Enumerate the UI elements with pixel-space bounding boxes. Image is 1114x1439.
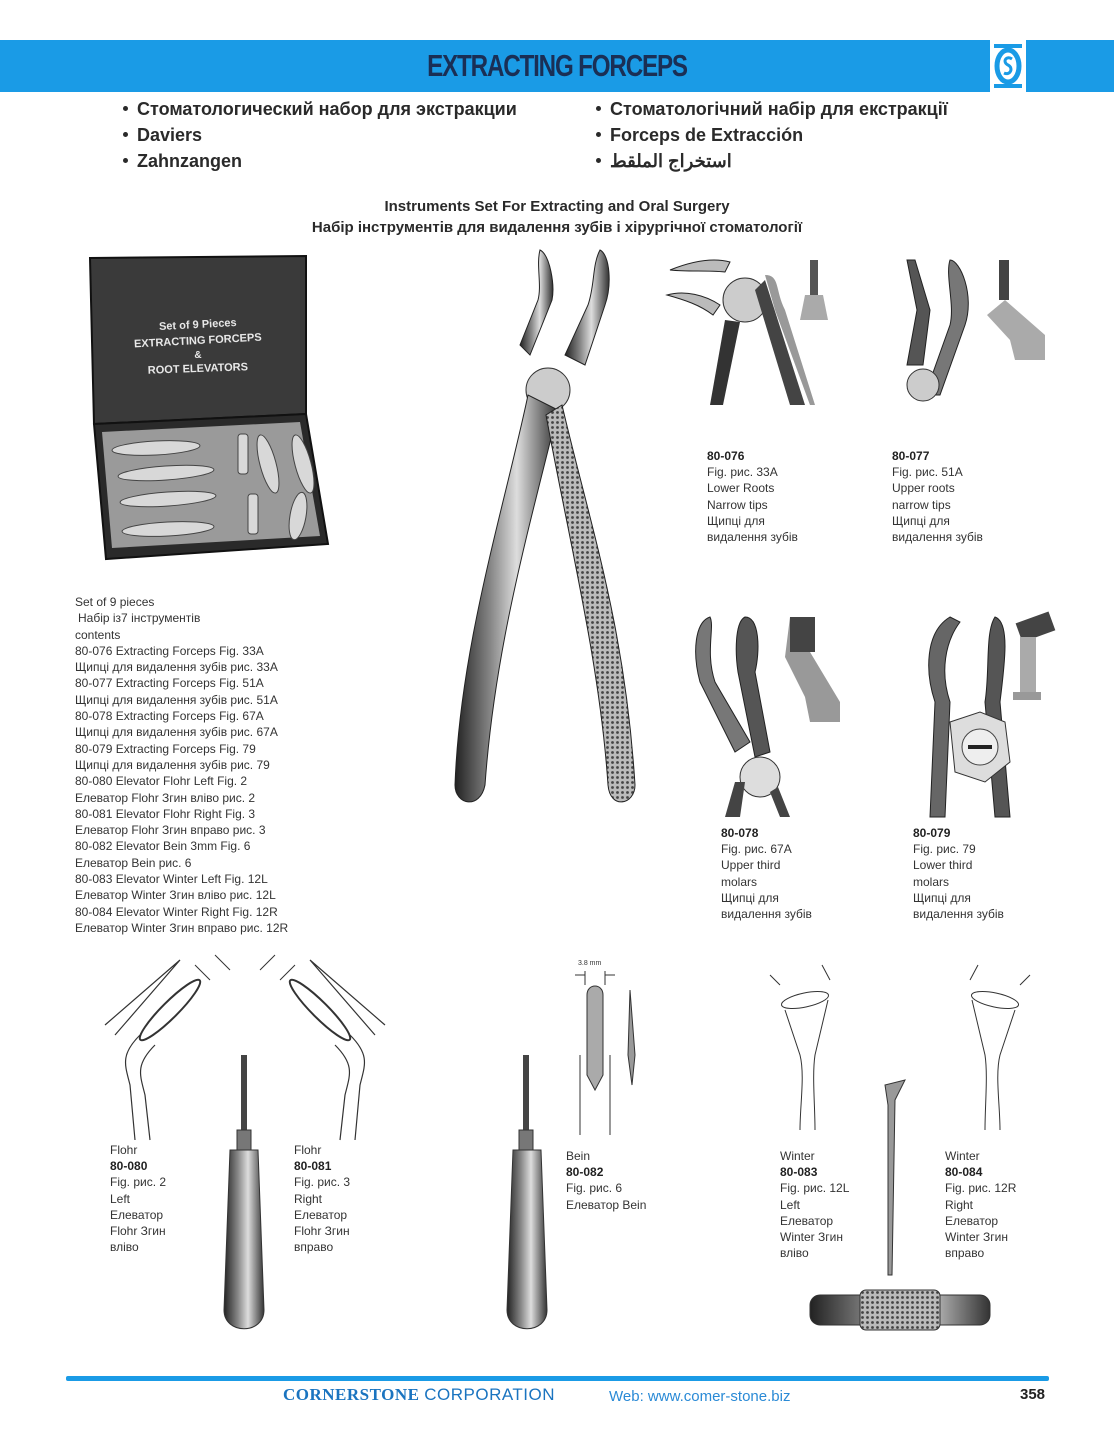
forceps-80-079-image	[910, 612, 1060, 817]
contents-list	[75, 594, 288, 936]
contents-title-ua: Набір із7 інструментів	[78, 611, 201, 626]
caption-line: Narrow tips	[707, 497, 768, 512]
bullet-text-arabic: استخراج الملقط	[610, 151, 732, 171]
bullet-text: Daviers	[137, 125, 203, 145]
product-80-076-caption	[707, 448, 798, 545]
caption-line: Елеватор	[110, 1207, 164, 1222]
case-label: ROOT ELEVATORS	[147, 361, 249, 377]
bullet-text: Zahnzangen	[137, 151, 243, 171]
caption-line: Right	[294, 1191, 323, 1206]
footer-brand	[283, 1385, 555, 1405]
product-80-079-caption	[913, 825, 1004, 922]
case-label: Set of 9 Pieces	[158, 316, 237, 334]
contents-line: 80-076 Extracting Forceps Fig. 33A	[75, 643, 264, 658]
caption-line: Щипці для	[707, 513, 765, 528]
product-code: 80-083	[780, 1165, 818, 1180]
elevator-flohr-image	[220, 1050, 270, 1335]
brand-suffix: CORPORATION	[424, 1385, 556, 1404]
caption-line: Елеватор Bein	[566, 1197, 647, 1212]
product-name: Winter	[945, 1149, 980, 1163]
product-code: 80-079	[913, 826, 951, 840]
caption-line: Fig. рис. 33A	[707, 465, 778, 480]
caption-line: Lower third	[913, 858, 973, 873]
caption-line: видалення зубів	[707, 530, 798, 545]
caption-line: Left	[780, 1197, 801, 1212]
bullet-text: Forceps de Extracción	[610, 125, 804, 145]
bullet-item	[596, 148, 948, 174]
footer-divider	[66, 1376, 1049, 1381]
brand-name: CORNERSTONE	[283, 1385, 420, 1404]
caption-line: Left	[110, 1191, 131, 1206]
contents-label: contents	[75, 627, 121, 642]
instrument-case-image	[88, 254, 350, 564]
caption-line: Fig. рис. 2	[110, 1175, 167, 1190]
bullet-item	[123, 148, 517, 174]
product-code: 80-084	[945, 1165, 983, 1180]
product-80-082-caption	[566, 1148, 646, 1213]
contents-line: Щипці для видалення зубів рис. 33A	[75, 660, 278, 675]
caption-line: Fig. рис. 51A	[892, 465, 963, 480]
subtitle-ua: Набір інструментів для видалення зубів і хірургічної стоматології	[311, 219, 803, 236]
contents-line: 80-082 Elevator Bein 3mm Fig. 6	[75, 839, 251, 854]
contents-title: Set of 9 pieces	[75, 595, 155, 609]
product-80-078-caption	[721, 825, 812, 922]
caption-line: вправо	[945, 1246, 985, 1261]
caption-line: видалення зубів	[721, 907, 812, 922]
footer-web-link[interactable]: Web: www.comer-stone.biz	[609, 1388, 791, 1405]
caption-line: Lower Roots	[707, 481, 775, 496]
contents-line: Елеватор Winter Згин вліво рис. 12L	[75, 888, 276, 903]
bullet-item	[596, 122, 948, 148]
caption-line: Fig. рис. 12L	[780, 1181, 850, 1196]
product-name: Flohr	[110, 1143, 138, 1157]
product-name: Flohr	[294, 1143, 322, 1157]
contents-line: 80-077 Extracting Forceps Fig. 51A	[75, 676, 264, 691]
caption-line: Winter Згин	[945, 1230, 1008, 1245]
caption-line: Fig. рис. 3	[294, 1175, 351, 1190]
caption-line: Flohr Згин	[294, 1224, 350, 1239]
page-title: EXTRACTING FORCEPS	[427, 48, 687, 83]
contents-line: Щипці для видалення зубів рис. 67A	[75, 725, 278, 740]
product-code: 80-081	[294, 1159, 332, 1174]
contents-line: Елеватор Bein рис. 6	[75, 855, 192, 870]
contents-line: Елеватор Winter Згин вправо рис. 12R	[75, 920, 289, 935]
contents-line: Елеватор Flohr Згин вправо рис. 3	[75, 823, 266, 838]
contents-line: 80-083 Elevator Winter Left Fig. 12L	[75, 872, 268, 887]
caption-line: вправо	[294, 1240, 334, 1255]
caption-line: narrow tips	[892, 497, 951, 512]
product-code: 80-077	[892, 449, 930, 463]
caption-line: Upper roots	[892, 481, 955, 496]
contents-line: 80-079 Extracting Forceps Fig. 79	[75, 741, 256, 756]
product-code: 80-080	[110, 1159, 148, 1174]
caption-line: Upper third	[721, 858, 781, 873]
bullet-text: Стоматологический набор для экстракции	[137, 99, 517, 119]
contents-line: 80-078 Extracting Forceps Fig. 67A	[75, 709, 264, 724]
product-80-084-caption	[945, 1148, 1016, 1261]
caption-line: вліво	[110, 1240, 139, 1255]
bullet-list-right	[596, 96, 948, 174]
caption-line: Fig. рис. 67A	[721, 842, 792, 857]
bullet-item	[596, 96, 948, 122]
bein-tip-drawing	[570, 955, 650, 1135]
bullet-list-left	[123, 96, 517, 174]
contents-line: Щипці для видалення зубів рис. 51A	[75, 692, 278, 707]
product-80-081-caption	[294, 1142, 350, 1255]
forceps-80-076-image	[665, 250, 835, 410]
page-number: 358	[1020, 1386, 1046, 1403]
caption-line: Щипці для	[721, 890, 779, 905]
caption-line: вліво	[780, 1246, 809, 1261]
caption-line: видалення зубів	[892, 530, 983, 545]
product-80-080-caption	[110, 1142, 166, 1255]
caption-line: Fig. рис. 6	[566, 1181, 623, 1196]
caption-line: Right	[945, 1197, 974, 1212]
product-80-077-caption	[892, 448, 983, 545]
caption-line: Елеватор	[780, 1213, 834, 1228]
forceps-80-077-image	[895, 255, 1055, 415]
bullet-item	[123, 96, 517, 122]
case-label: EXTRACTING FORCEPS	[133, 331, 262, 351]
product-code: 80-082	[566, 1165, 604, 1180]
product-code: 80-078	[721, 826, 759, 840]
large-forceps-image	[450, 245, 670, 815]
caption-line: Winter Згин	[780, 1230, 843, 1245]
dimension-label: 3.8 mm	[578, 960, 602, 967]
caption-line: Щипці для	[913, 890, 971, 905]
subtitle-en: Instruments Set For Extracting and Oral Surgery	[384, 198, 730, 215]
contents-line: Щипці для видалення зубів рис. 79	[75, 757, 270, 772]
contents-line: Елеватор Flohr Згин вліво рис. 2	[75, 790, 256, 805]
cornerstone-logo-icon	[990, 40, 1026, 92]
forceps-80-078-image	[690, 612, 840, 817]
caption-line: Елеватор	[294, 1207, 348, 1222]
contents-line: 80-080 Elevator Flohr Left Fig. 2	[75, 774, 248, 789]
elevator-bein-image	[503, 1050, 553, 1335]
case-label: &	[194, 350, 202, 361]
caption-line: Flohr Згин	[110, 1224, 166, 1239]
product-name: Bein	[566, 1149, 591, 1163]
caption-line: видалення зубів	[913, 907, 1004, 922]
caption-line: Елеватор	[945, 1213, 999, 1228]
caption-line: molars	[913, 874, 950, 889]
contents-line: 80-081 Elevator Flohr Right Fig. 3	[75, 806, 256, 821]
caption-line: Fig. рис. 79	[913, 842, 976, 857]
caption-line: Fig. рис. 12R	[945, 1181, 1017, 1196]
product-name: Winter	[780, 1149, 815, 1163]
bullet-text: Стоматологічний набір для екстракції	[610, 99, 948, 119]
contents-line: 80-084 Elevator Winter Right Fig. 12R	[75, 904, 278, 919]
caption-line: molars	[721, 874, 758, 889]
bullet-item	[123, 122, 517, 148]
product-80-083-caption	[780, 1148, 849, 1261]
product-code: 80-076	[707, 449, 745, 463]
caption-line: Щипці для	[892, 513, 950, 528]
